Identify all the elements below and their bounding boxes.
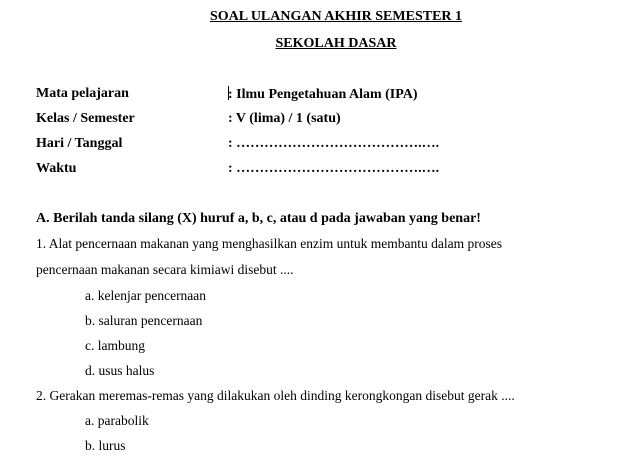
subject-value-text: : Ilmu Pengetahuan Alam (IPA) — [228, 87, 418, 102]
section-a-instruction: A. Berilah tanda silang (X) huruf a, b, c, atau d pada jawaban yang benar! — [36, 211, 481, 226]
question-1-line-2: pencernaan makanan secara kimiawi disebut .... — [36, 262, 294, 277]
question-1-option-d: d. usus halus — [85, 363, 155, 378]
question-1-option-c: c. lambung — [85, 338, 145, 353]
subject-label: Mata pelajaran — [36, 86, 129, 101]
question-2-option-b: b. lurus — [85, 438, 126, 453]
school-level-title: SEKOLAH DASAR — [275, 36, 397, 51]
date-value: : ………………………………….…. — [228, 136, 440, 151]
question-2-option-a: a. parabolik — [85, 413, 149, 428]
question-2-line-1: 2. Gerakan meremas-remas yang dilakukan oleh dinding kerongkongan disebut gerak .... — [36, 388, 515, 403]
time-label: Waktu — [36, 161, 77, 176]
class-value: : V (lima) / 1 (satu) — [228, 111, 341, 126]
time-value: : ………………………………….…. — [228, 161, 440, 176]
subject-value — [228, 86, 418, 103]
exam-title: SOAL ULANGAN AKHIR SEMESTER 1 — [209, 9, 463, 24]
question-1-option-b: b. saluran pencernaan — [85, 313, 203, 328]
question-1-option-a: a. kelenjar pencernaan — [85, 288, 207, 303]
date-label: Hari / Tanggal — [36, 136, 123, 151]
question-1-line-1: 1. Alat pencernaan makanan yang menghasilkan enzim untuk membantu dalam proses — [36, 236, 502, 251]
class-label: Kelas / Semester — [36, 111, 135, 126]
